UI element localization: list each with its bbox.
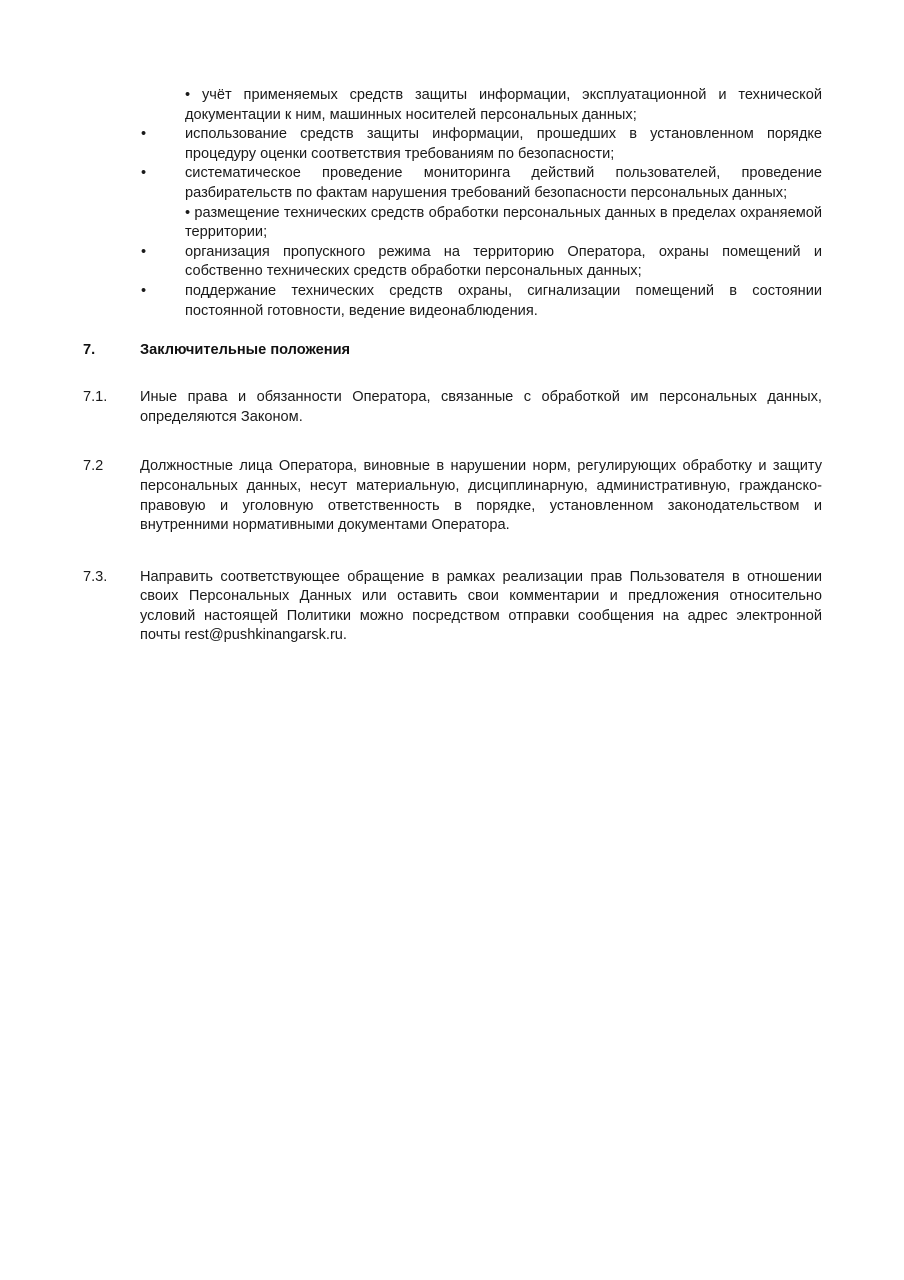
clause-text: Иные права и обязанности Оператора, связанные с обработкой им персональных данных, определяются Законом. <box>140 389 822 425</box>
list-item <box>83 204 822 243</box>
list-item-text: • учёт применяемых средств защиты информации, эксплуатационной и технической документации к ним, машинных носителей персональных данных; <box>185 87 822 123</box>
list-item <box>83 86 822 125</box>
bullet-icon: • <box>141 243 147 260</box>
section-heading <box>83 340 822 360</box>
section-title: Заключительные положения <box>140 342 351 359</box>
list-item <box>83 282 822 321</box>
list-item-text: организация пропускного режима на территорию Оператора, охраны помещений и собственно технических средств обработки персональных данных; <box>185 243 822 280</box>
security-measures-list <box>83 86 822 321</box>
document-body <box>83 86 822 646</box>
bullet-icon: • <box>141 282 147 299</box>
list-item-text: использование средств защиты информации, прошедших в установленном порядке процедуру оценки соответствия требованиям по безопасности; <box>185 126 822 162</box>
list-item-text: систематическое проведение мониторинга действий пользователей, проведение разбирательств по фактам нарушения требований безопасности персональных данных; <box>185 165 822 201</box>
list-item <box>83 164 822 203</box>
clause-text: Направить соответствующее обращение в рамках реализации прав Пользователя в отношении своих Персональных Данных или оставить свои комментарии и предложения относительно условий настоящей Политики можно посредством отправки сообщения на адрес электронной почты rest@pushkinangarsk.ru. <box>140 568 822 644</box>
clause-7-3 <box>83 568 822 646</box>
clause-7-2 <box>83 457 822 535</box>
clause-number: 7.2 <box>83 458 104 475</box>
clause-number: 7.1. <box>83 389 108 406</box>
bullet-icon: • <box>141 126 147 143</box>
clause-7-1 <box>83 388 822 427</box>
clause-text: Должностные лица Оператора, виновные в нарушении норм, регулирующих обработку и защиту персональных данных, несут материальную, дисциплинарную, административную, гражданско-правовую и уголовную ответственность в порядке, установленном законодательством и внутренними нормативными документами Оператора. <box>140 458 822 534</box>
bullet-icon: • <box>141 165 147 182</box>
clause-number: 7.3. <box>83 568 108 585</box>
list-item <box>83 125 822 164</box>
list-item <box>83 243 822 282</box>
section-number: 7. <box>83 342 96 359</box>
list-item-text: поддержание технических средств охраны, сигнализации помещений в состоянии постоянной готовности, ведение видеонаблюдения. <box>185 282 822 319</box>
list-item-text: • размещение технических средств обработки персональных данных в пределах охраняемой территории; <box>185 204 822 241</box>
